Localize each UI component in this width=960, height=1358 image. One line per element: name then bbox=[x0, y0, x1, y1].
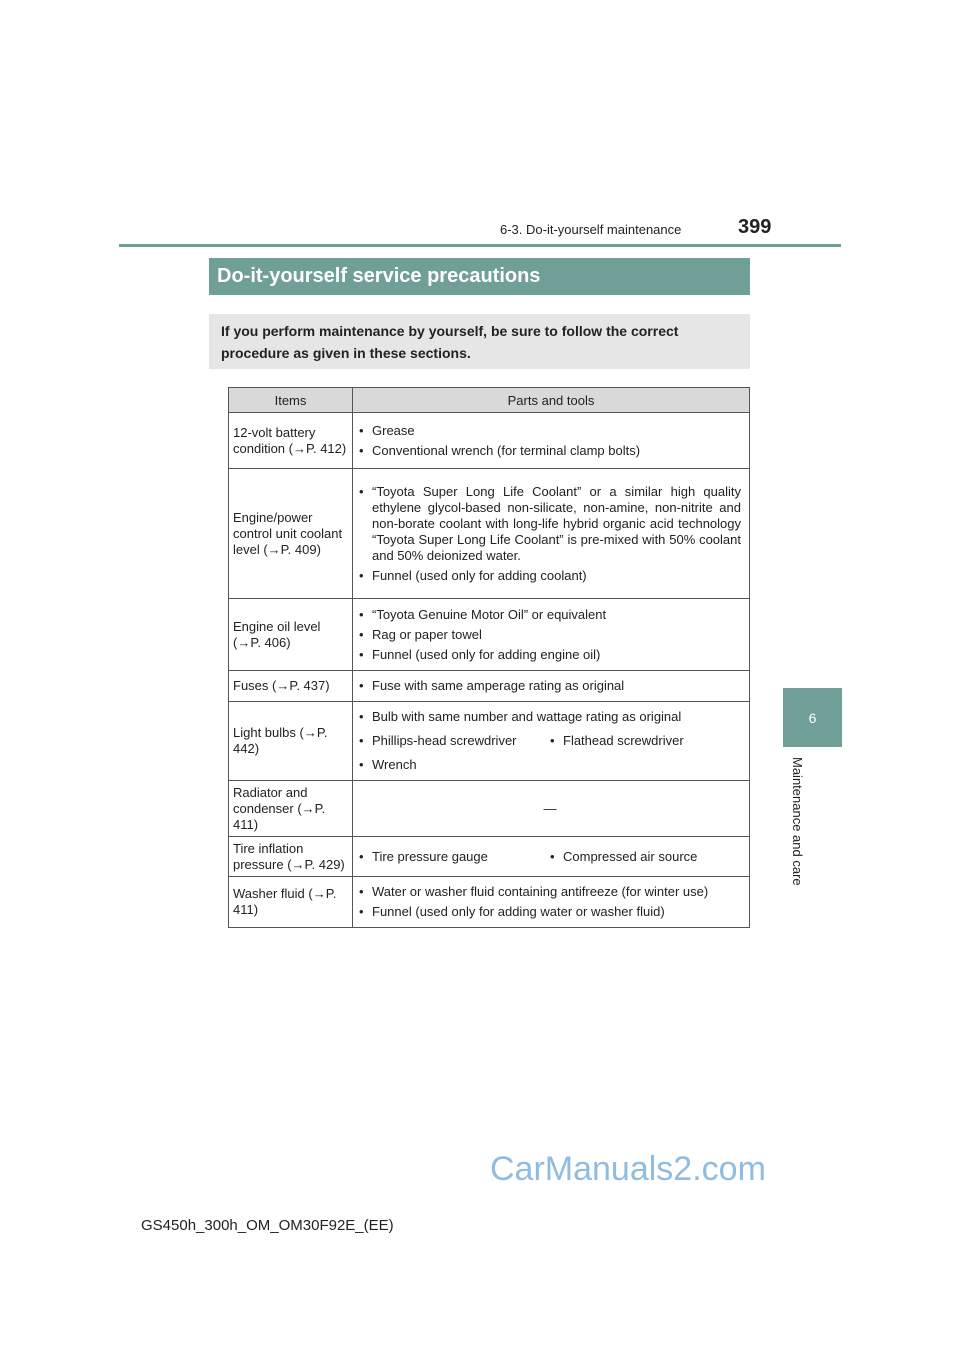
column-header-items: Items bbox=[229, 388, 353, 413]
table-row bbox=[229, 599, 750, 671]
tool-list-item: • Bulb with same number and wattage rating as original bbox=[359, 709, 741, 725]
tool-list-item: • Wrench bbox=[359, 757, 741, 773]
tool-list-item: • Fuse with same amperage rating as original bbox=[359, 678, 741, 694]
chapter-label: Maintenance and care bbox=[790, 757, 805, 886]
tool-list-item: • Flathead screwdriver bbox=[550, 733, 741, 749]
row-item: Fuses (→P. 437) bbox=[229, 671, 353, 702]
running-header-section: 6-3. Do-it-yourself maintenance bbox=[500, 222, 682, 237]
column-header-parts: Parts and tools bbox=[353, 388, 750, 413]
table-row bbox=[229, 702, 750, 781]
watermark: CarManuals2.com bbox=[490, 1150, 766, 1188]
row-item: Radiator and condenser (→P. 411) bbox=[229, 781, 353, 837]
table-header-row bbox=[229, 388, 750, 413]
row-tools bbox=[353, 702, 750, 781]
table-row bbox=[229, 781, 750, 837]
tool-list-item: • Funnel (used only for adding coolant) bbox=[359, 568, 741, 584]
tool-list-item: • “Toyota Genuine Motor Oil” or equivalent bbox=[359, 607, 741, 623]
row-item: Tire inflation pressure (→P. 429) bbox=[229, 837, 353, 877]
tool-list-item: • Funnel (used only for adding engine oil) bbox=[359, 647, 741, 663]
table-row bbox=[229, 877, 750, 928]
document-code: GS450h_300h_OM_OM30F92E_(EE) bbox=[141, 1217, 394, 1234]
row-tools bbox=[353, 671, 750, 702]
row-item: Engine oil level (→P. 406) bbox=[229, 599, 353, 671]
section-title: Do-it-yourself service precautions bbox=[209, 258, 750, 295]
table-row bbox=[229, 413, 750, 469]
tool-list-item: • Funnel (used only for adding water or washer fluid) bbox=[359, 904, 741, 920]
tool-list-item: • Conventional wrench (for terminal clamp bolts) bbox=[359, 443, 741, 459]
tool-list-item: • Phillips-head screwdriver bbox=[359, 733, 550, 749]
tool-pair bbox=[359, 845, 741, 869]
chapter-tab: 6 bbox=[783, 688, 842, 747]
tool-pair bbox=[359, 729, 741, 753]
tool-list-item: • Rag or paper towel bbox=[359, 627, 741, 643]
row-item: 12-volt battery condition (→P. 412) bbox=[229, 413, 353, 469]
intro-box: If you perform maintenance by yourself, be sure to follow the correct procedure as given in these sections. bbox=[209, 314, 750, 369]
tool-list-item: • Tire pressure gauge bbox=[359, 849, 550, 865]
header-divider bbox=[119, 244, 841, 247]
tool-list-item: • “Toyota Super Long Life Coolant” or a similar high quality ethylene glycol-based non-silicate, non-amine, non-nitrite and non-borate coolant with long-life hybrid organic acid technology “Toyota Super Long Life Coolant” is pre-mixed with 50% coolant and 50% deionized water. bbox=[359, 484, 741, 564]
page-number: 399 bbox=[738, 216, 772, 238]
row-tools bbox=[353, 413, 750, 469]
table-row bbox=[229, 671, 750, 702]
row-tools bbox=[353, 837, 750, 877]
row-item: Engine/power control unit coolant level (→P. 409) bbox=[229, 469, 353, 599]
row-item: Light bulbs (→P. 442) bbox=[229, 702, 353, 781]
tool-list-item: • Compressed air source bbox=[550, 849, 741, 865]
table-row bbox=[229, 837, 750, 877]
row-tools bbox=[353, 469, 750, 599]
parts-and-tools-table bbox=[228, 387, 750, 928]
row-tools-dash: — bbox=[353, 781, 750, 837]
tool-list-item: • Grease bbox=[359, 423, 741, 439]
table-row bbox=[229, 469, 750, 599]
row-item: Washer fluid (→P. 411) bbox=[229, 877, 353, 928]
tool-list-item: • Water or washer fluid containing antifreeze (for winter use) bbox=[359, 884, 741, 900]
row-tools bbox=[353, 599, 750, 671]
row-tools bbox=[353, 877, 750, 928]
